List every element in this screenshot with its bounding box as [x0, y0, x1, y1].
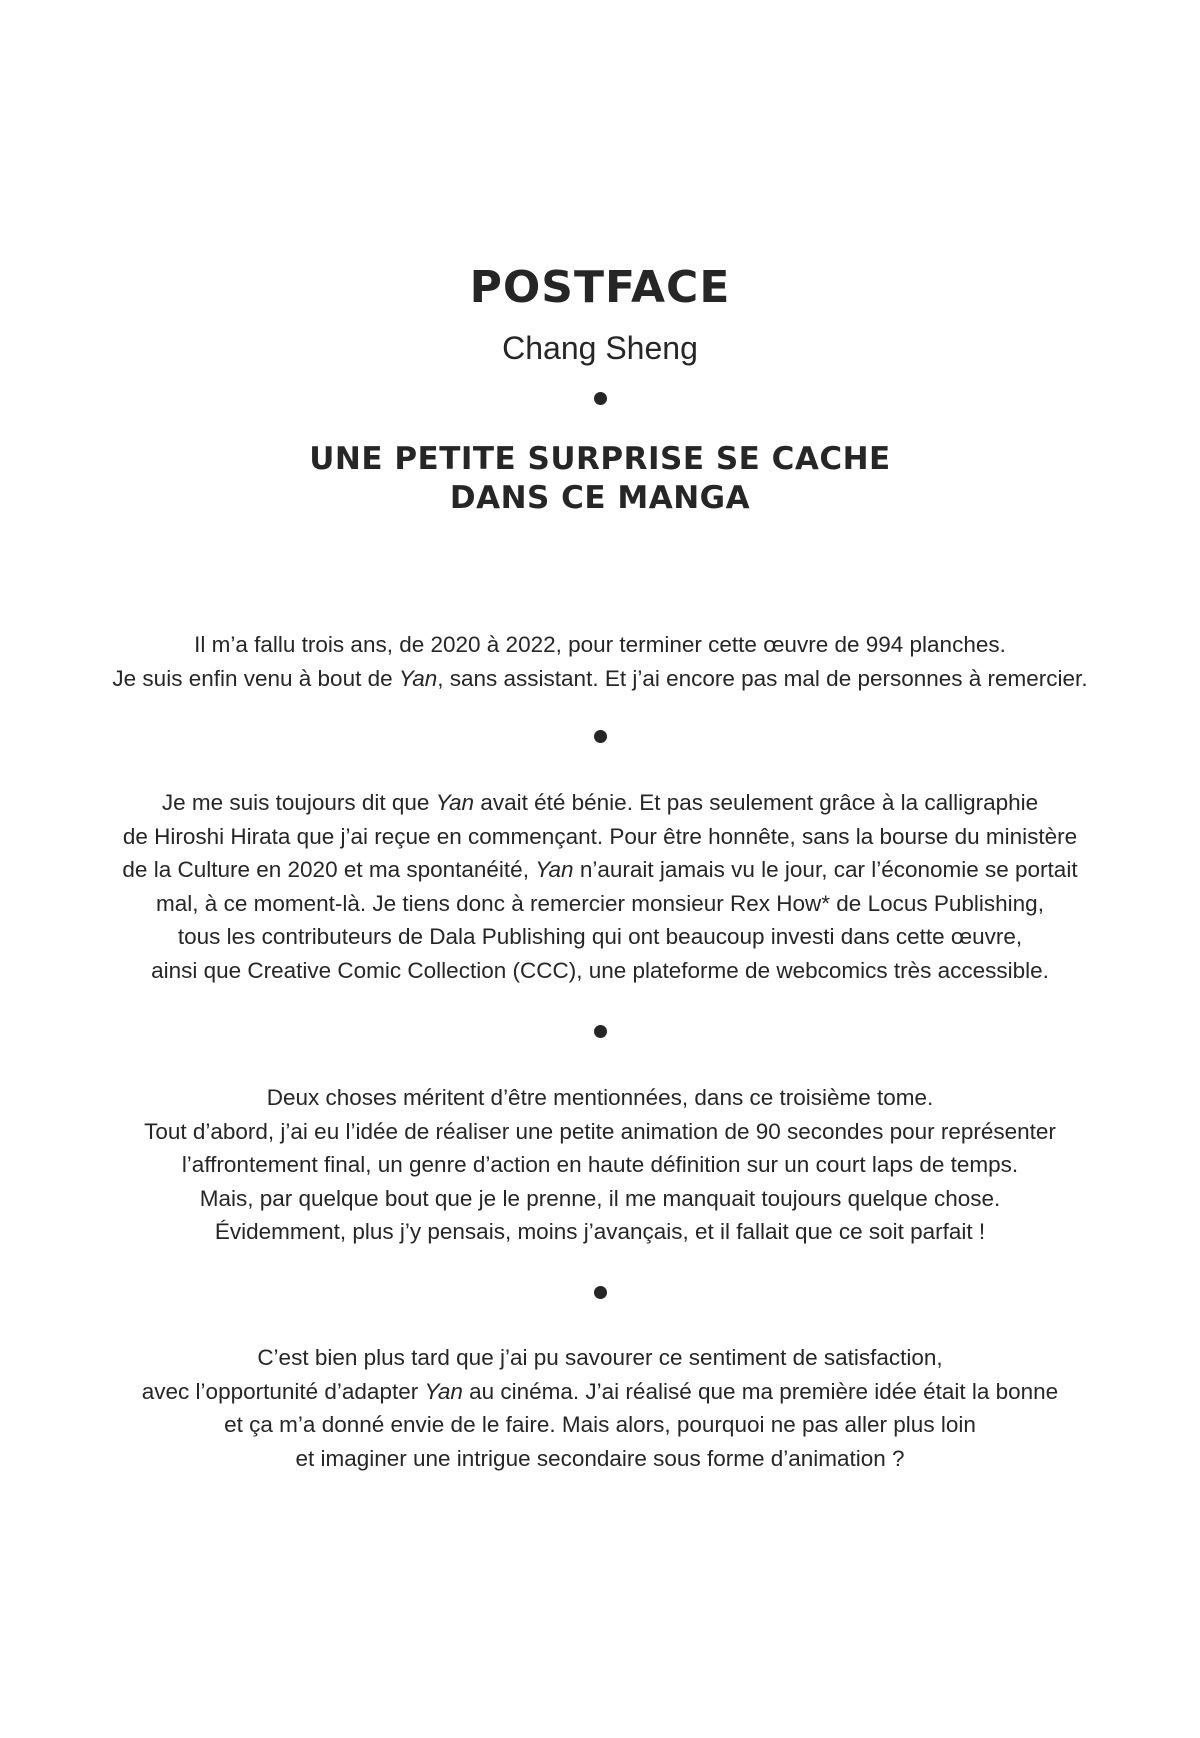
text-segment: au cinéma. J’ai réalisé que ma première idée était la bonne — [462, 1378, 1059, 1404]
text-segment: avait été bénie. Et pas seulement grâce à la calligraphie — [474, 790, 1039, 815]
text-segment: tous les contributeurs de Dala Publishing qui ont beaucoup investi dans cette œuvre, — [177, 924, 1023, 950]
paragraph-line — [60, 1341, 1140, 1375]
text-segment: Évidemment, plus j’y pensais, moins j’avançais, et il fallait que ce soit parfait ! — [214, 1219, 986, 1245]
paragraph — [60, 1081, 1140, 1249]
text-segment: avec l’opportunité d’adapter — [141, 1378, 425, 1404]
paragraph-line — [60, 954, 1140, 988]
section-subtitle — [0, 440, 1200, 518]
paragraph-line — [60, 1442, 1140, 1476]
paragraph-line — [60, 1375, 1140, 1409]
paragraph-line — [60, 887, 1140, 921]
separator-dot — [594, 1025, 607, 1038]
paragraph-line — [60, 1148, 1140, 1182]
text-segment: mal, à ce moment-là. Je tiens donc à remercier monsieur Rex How* de Locus Publishing, — [156, 890, 1044, 916]
author-name: Chang Sheng — [502, 330, 698, 366]
paragraph-line — [60, 1215, 1140, 1249]
separator-dot — [594, 392, 607, 405]
text-segment: Je me suis toujours dit que — [161, 790, 436, 815]
text-segment: et ça m’a donné envie de le faire. Mais alors, pourquoi ne pas aller plus loin — [224, 1412, 976, 1438]
text-segment: Je suis enfin venu à bout de — [112, 665, 399, 691]
paragraph-line — [60, 662, 1140, 696]
book-title: Yan — [535, 857, 574, 883]
paragraph-line — [60, 1182, 1140, 1216]
text-segment: de Hiroshi Hirata que j’ai reçue en commençant. Pour être honnête, sans la bourse du ministère — [122, 823, 1078, 849]
paragraph — [60, 628, 1140, 695]
paragraph-line — [60, 1408, 1140, 1442]
text-segment: , sans assistant. Et j’ai encore pas mal de personnes à remercier. — [437, 665, 1088, 691]
subtitle-line: UNE PETITE SURPRISE SE CACHE — [309, 441, 891, 477]
text-segment: Tout d’abord, j’ai eu l’idée de réaliser une petite animation de 90 secondes pour représenter — [144, 1118, 1056, 1144]
text-segment: de la Culture en 2020 et ma spontanéité, — [122, 857, 536, 883]
paragraph-line — [60, 853, 1140, 887]
separator-dot — [594, 1286, 607, 1299]
paragraph-line — [60, 1115, 1140, 1149]
paragraph-line — [60, 920, 1140, 954]
book-title: Yan — [435, 790, 475, 815]
book-title: Yan — [398, 665, 438, 691]
paragraph-line — [60, 786, 1140, 820]
subtitle-line: DANS CE MANGA — [449, 480, 751, 516]
text-segment: Deux choses méritent d’être mentionnées, dans ce troisième tome. — [266, 1085, 934, 1110]
book-title: Yan — [424, 1378, 463, 1404]
paragraph — [60, 1341, 1140, 1475]
page-title: POSTFACE — [469, 262, 731, 313]
text-segment: et imaginer une intrigue secondaire sous forme d’animation ? — [295, 1445, 905, 1471]
text-segment: ainsi que Creative Comic Collection (CCC), une plateforme de webcomics très accessible. — [151, 957, 1049, 983]
paragraph — [60, 786, 1140, 988]
text-segment: l’affrontement final, un genre d’action en haute définition sur un court laps de temps. — [181, 1152, 1019, 1178]
text-segment: n’aurait jamais vu le jour, car l’économie se portait — [573, 857, 1078, 883]
text-segment: C’est bien plus tard que j’ai pu savourer ce sentiment de satisfaction, — [257, 1345, 943, 1370]
paragraph-line — [60, 1081, 1140, 1115]
text-segment: Il m’a fallu trois ans, de 2020 à 2022, pour terminer cette œuvre de 994 planches. — [194, 632, 1006, 657]
paragraph-line — [60, 820, 1140, 854]
paragraph-line — [60, 628, 1140, 662]
text-segment: Mais, par quelque bout que je le prenne, il me manquait toujours quelque chose. — [199, 1185, 1001, 1211]
separator-dot — [594, 730, 607, 743]
